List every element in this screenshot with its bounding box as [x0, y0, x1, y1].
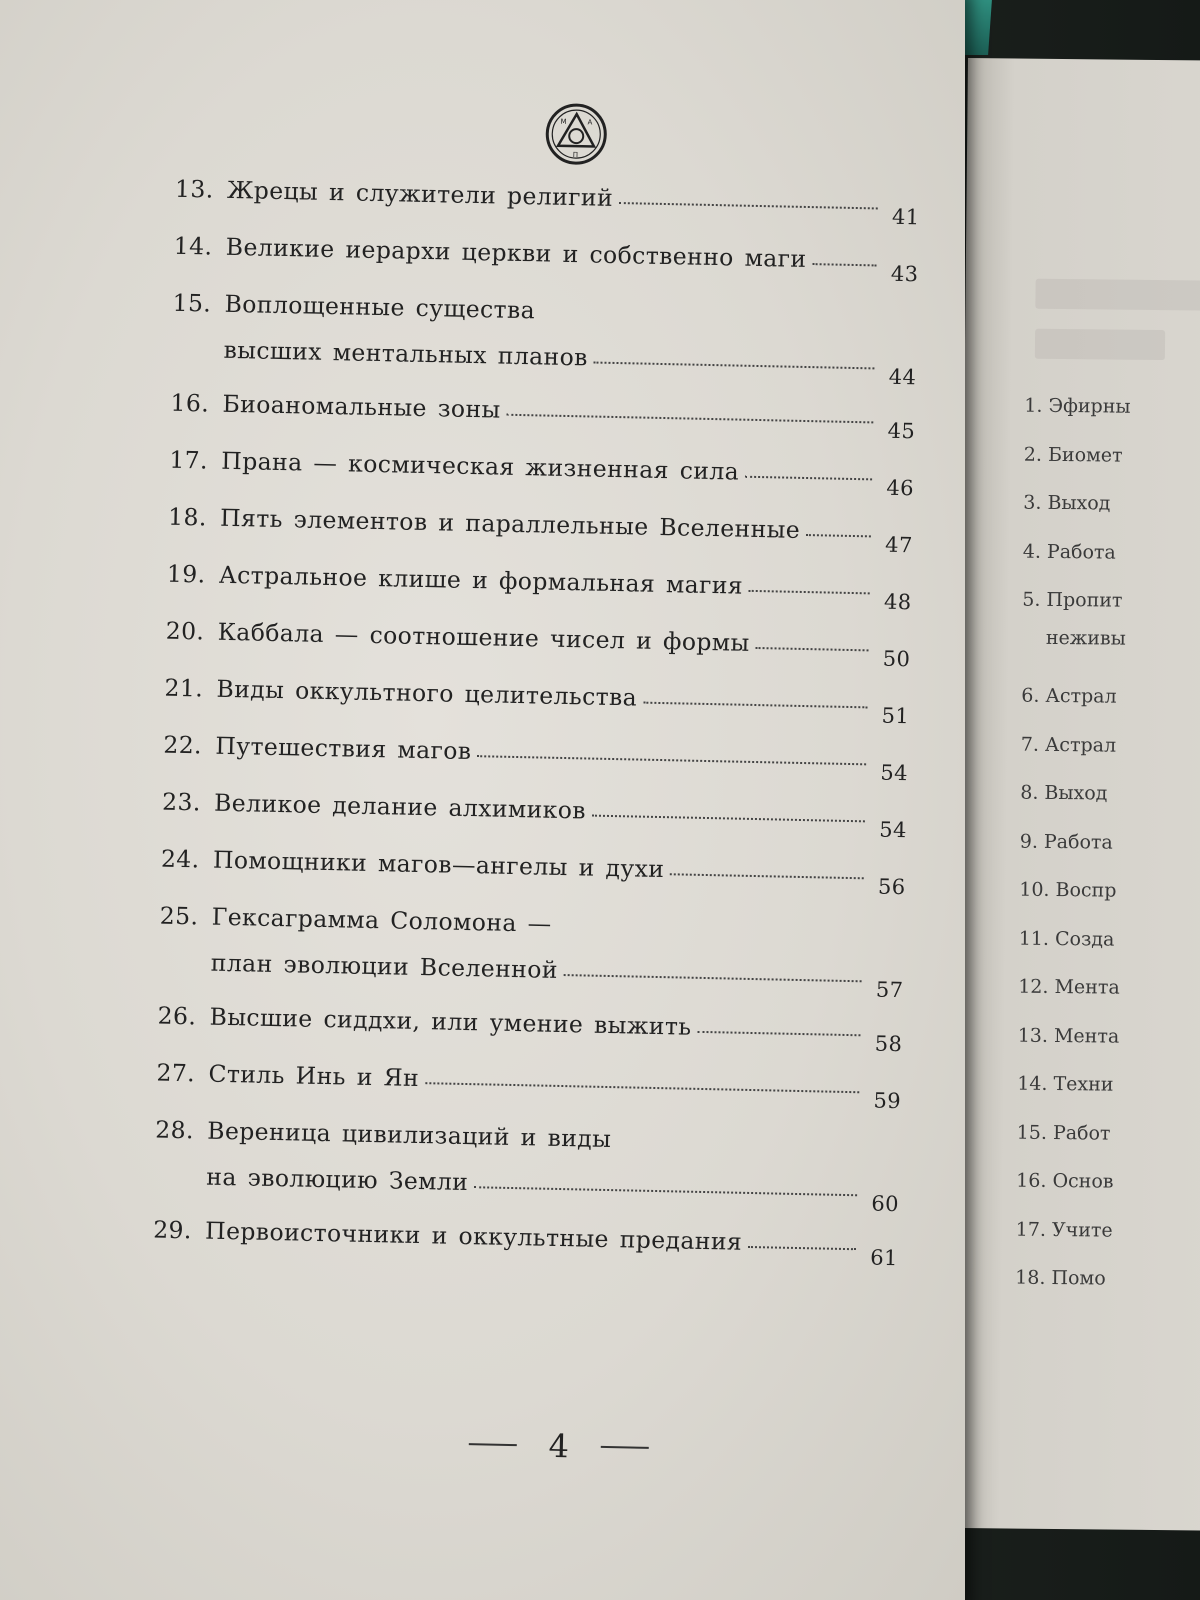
entry-title: Каббала — соотношение чисел и формы: [217, 617, 750, 657]
faded-heading: [1035, 329, 1165, 360]
right-toc-item: 1. Эфирны: [1024, 394, 1131, 418]
toc-entry: [171, 280, 918, 396]
faded-heading: [1035, 279, 1200, 311]
entry-number: 20.: [165, 616, 205, 646]
dot-leader: [806, 534, 871, 537]
entry-title: Вереница цивилизаций и виды: [207, 1116, 612, 1154]
entry-number: 29.: [152, 1215, 193, 1245]
right-toc-item: 16. Основ: [1016, 1169, 1114, 1193]
entry-page: 61: [870, 1245, 899, 1271]
entry-number: 13.: [174, 174, 214, 204]
right-toc-item: 3. Выход: [1023, 491, 1111, 515]
entry-number: 16.: [170, 388, 210, 418]
entry-title: Высшие сиддхи, или умение выжить: [209, 1002, 692, 1041]
dot-leader: [474, 1186, 857, 1196]
entry-page: 41: [891, 204, 920, 230]
entry-page: 45: [887, 418, 916, 444]
entry-number: 17.: [169, 445, 209, 475]
entry-title: Великое делание алхимиков: [213, 788, 587, 825]
entry-number: 23.: [161, 787, 202, 817]
right-toc-item: 13. Мента: [1017, 1024, 1120, 1048]
dot-leader: [748, 1246, 856, 1250]
right-toc-item: 7. Астрал: [1020, 733, 1117, 757]
entry-page: 44: [888, 364, 917, 390]
entry-title: план эволюции Вселенной: [210, 948, 559, 984]
page-number: [468, 1425, 649, 1467]
entry-number: 26.: [157, 1001, 197, 1031]
right-toc-item: 12. Мента: [1018, 975, 1120, 999]
dot-leader: [592, 815, 865, 823]
dot-leader: [643, 702, 867, 709]
entry-title: Помощники магов—ангелы и духи: [212, 845, 665, 884]
entry-title: Первоисточники и оккультные предания: [204, 1216, 743, 1256]
right-toc-list: [1015, 394, 1131, 1316]
right-toc-item: 4. Работа: [1022, 540, 1116, 564]
entry-title: Прана — космическая жизненная сила: [221, 446, 740, 486]
entry-title: Великие иерархи церкви и собственно маги: [225, 232, 807, 273]
dot-leader: [670, 873, 864, 879]
folio-dash: [469, 1443, 517, 1446]
entry-title: Биоаномальные зоны: [222, 389, 501, 424]
toc-entry: [154, 1107, 901, 1223]
right-toc-item: 10. Воспр: [1019, 878, 1117, 902]
entry-page: 54: [878, 817, 908, 843]
entry-number: 27.: [156, 1058, 196, 1088]
entry-number: 15.: [172, 288, 212, 318]
right-toc-item: 18. Помо: [1015, 1266, 1106, 1290]
dot-leader: [812, 263, 876, 266]
entry-number: 28.: [155, 1115, 195, 1145]
dot-leader: [477, 755, 866, 765]
entry-title: Гексаграмма Соломона —: [211, 902, 552, 938]
entry-title: на эволюцию Земли: [206, 1162, 469, 1197]
folio-dash: [601, 1446, 649, 1449]
entry-page: 43: [890, 261, 919, 287]
entry-page: 51: [881, 703, 910, 729]
dot-leader: [507, 414, 874, 424]
entry-number: 18.: [167, 502, 208, 532]
right-toc-item: 8. Выход: [1020, 781, 1108, 805]
entry-number: 25.: [159, 901, 199, 931]
right-toc-item: 5. Пропит: [1022, 588, 1123, 612]
entry-title: высших ментальных планов: [223, 335, 589, 372]
entry-number: 22.: [163, 730, 203, 760]
dot-leader: [564, 974, 862, 982]
dot-leader: [756, 647, 869, 651]
svg-text:М: М: [560, 117, 567, 126]
entry-number: 19.: [166, 559, 206, 589]
entry-title: Астральное клише и формальная магия: [218, 560, 744, 600]
entry-title: Воплощенные существа: [224, 289, 536, 325]
dot-leader: [425, 1082, 859, 1093]
entry-number: 14.: [173, 231, 213, 261]
svg-text:П: П: [572, 151, 579, 160]
entry-page: 46: [886, 475, 915, 501]
entry-page: 58: [874, 1031, 903, 1057]
entry-page: 50: [882, 646, 911, 672]
right-toc-item: 14. Техни: [1017, 1072, 1114, 1096]
dot-leader: [749, 590, 870, 595]
svg-text:А: А: [587, 118, 593, 127]
dot-leader: [697, 1031, 860, 1036]
emblem-icon: [544, 101, 609, 166]
entry-page: 60: [871, 1191, 900, 1217]
dot-leader: [619, 202, 878, 209]
dot-leader: [594, 362, 875, 370]
right-toc-item: 9. Работа: [1019, 830, 1113, 854]
folio-number: 4: [548, 1426, 570, 1466]
entry-title: Путешествия магов: [215, 731, 472, 766]
entry-page: 57: [875, 977, 904, 1003]
right-toc-item: неживы: [1045, 626, 1126, 650]
entry-number: 21.: [164, 673, 204, 703]
right-toc-item: 6. Астрал: [1021, 684, 1117, 708]
right-toc-item: 15. Работ: [1016, 1121, 1111, 1145]
entry-page: 56: [877, 874, 906, 900]
entry-page: 48: [883, 589, 912, 615]
entry-title: Пять элементов и параллельные Вселенные: [219, 503, 801, 544]
entry-number: 24.: [160, 844, 200, 874]
right-page: [953, 58, 1200, 1531]
right-toc-item: 17. Учите: [1015, 1218, 1113, 1242]
right-toc-item: 2. Биомет: [1023, 443, 1123, 467]
entry-title: Стиль Инь и Ян: [208, 1059, 420, 1093]
entry-page: 47: [884, 532, 913, 558]
entry-page: 59: [873, 1088, 902, 1114]
entry-page: 54: [880, 760, 909, 786]
toc-line: [175, 166, 921, 229]
dot-leader: [745, 476, 872, 481]
toc-entry: [158, 893, 905, 1009]
table-of-contents: [153, 166, 921, 1279]
entry-title: Жрецы и служители религий: [226, 175, 614, 212]
entry-title: Виды оккультного целительства: [216, 674, 638, 712]
right-toc-item: 11. Созда: [1018, 927, 1115, 951]
